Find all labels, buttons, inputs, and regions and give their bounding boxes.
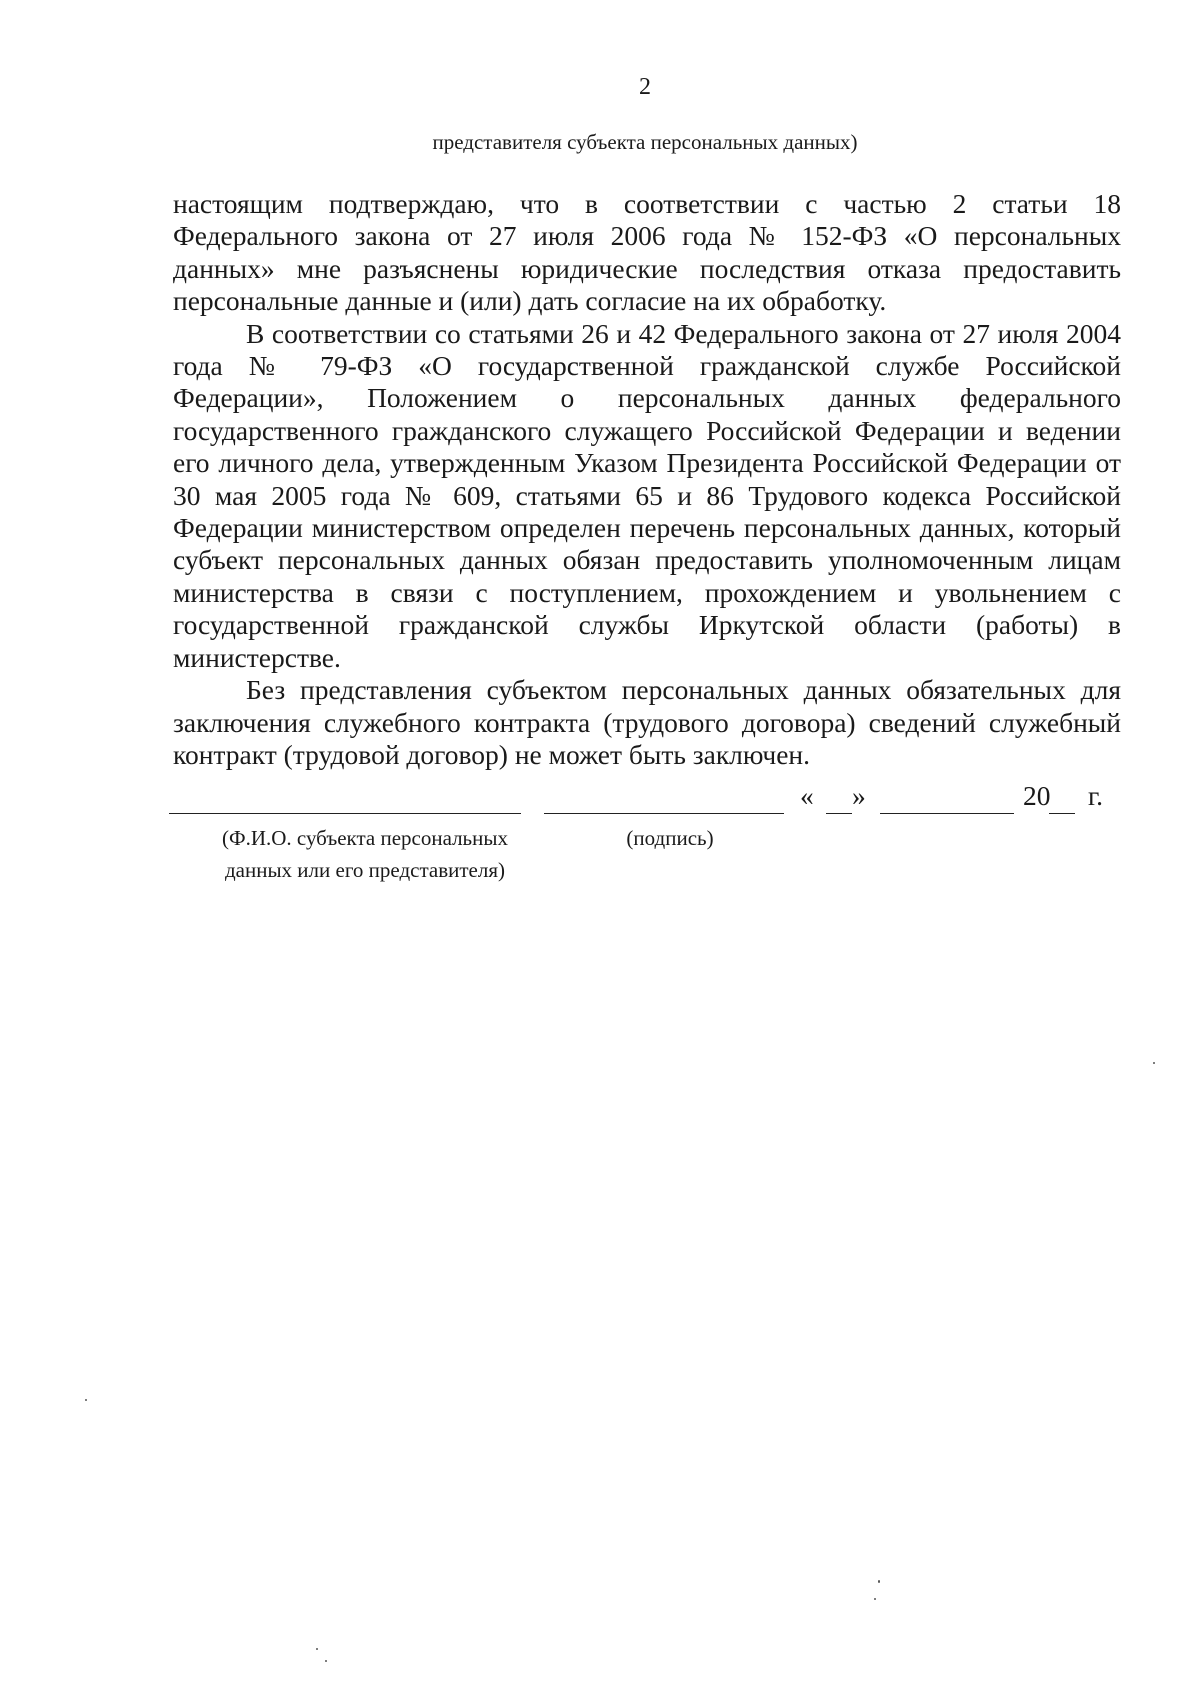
subtitle-continuation: представителя субъекта персональных данных) [432,130,858,154]
scan-speck [316,1648,318,1650]
signature-line [544,813,784,814]
caption-signature: (подпись) [626,826,714,850]
date-year-suffix: г. [1088,780,1104,811]
paragraph-legal-basis: В соответствии со статьями 26 и 42 Федерального закона от 27 июля 2004 года № 79-ФЗ «О государственной гражданской службе Российской Федерации», Положением о персональных данных федерального государственного гражданского служащего Российской Федерации и ведении его личного дела, утвержденным Указом Президента Российской Федерации от 30 мая 2005 года № 609, статьями 65 и 86 Трудового кодекса Российской Федерации министерством определен перечень персональных данных, который субъект персональных данных обязан предоставить уполномоченным лицам министерства в связи с поступлением, прохождением и увольнением с государственной гражданской службы Иркутской области (работы) в министерстве. [173,317,1121,673]
date-quote-open: « [800,780,814,811]
page-number: 2 [639,74,651,100]
paragraph-consequences: настоящим подтверждаю, что в соответствии с частью 2 статьи 18 Федерального закона от 27 июля 2006 года № 152-ФЗ «О персональных данных» мне разъяснены юридические последствия отказа предоставить персональные данные и (или) дать согласие на их обработку. [173,188,1121,317]
scan-speck [325,1660,327,1662]
scan-speck [1153,1062,1155,1064]
date-month-line [880,813,1014,814]
caption-fio: (Ф.И.О. субъекта персональных данных или его представителя) [222,826,508,882]
scan-speck [874,1598,876,1600]
date-year-prefix: 20 [1023,780,1051,811]
body-text [173,188,1121,771]
date-day-line [826,813,852,814]
fio-line [169,813,521,814]
paragraph-contract-requirement: Без представления субъектом персональных данных обязательных для заключения служебного контракта (трудового договора) сведений служебный контракт (трудовой договор) не может быть заключен. [173,674,1121,770]
scan-speck [85,1399,87,1401]
date-quote-close: » [852,780,866,811]
scan-speck [878,1580,880,1583]
date-year-line [1049,813,1075,814]
